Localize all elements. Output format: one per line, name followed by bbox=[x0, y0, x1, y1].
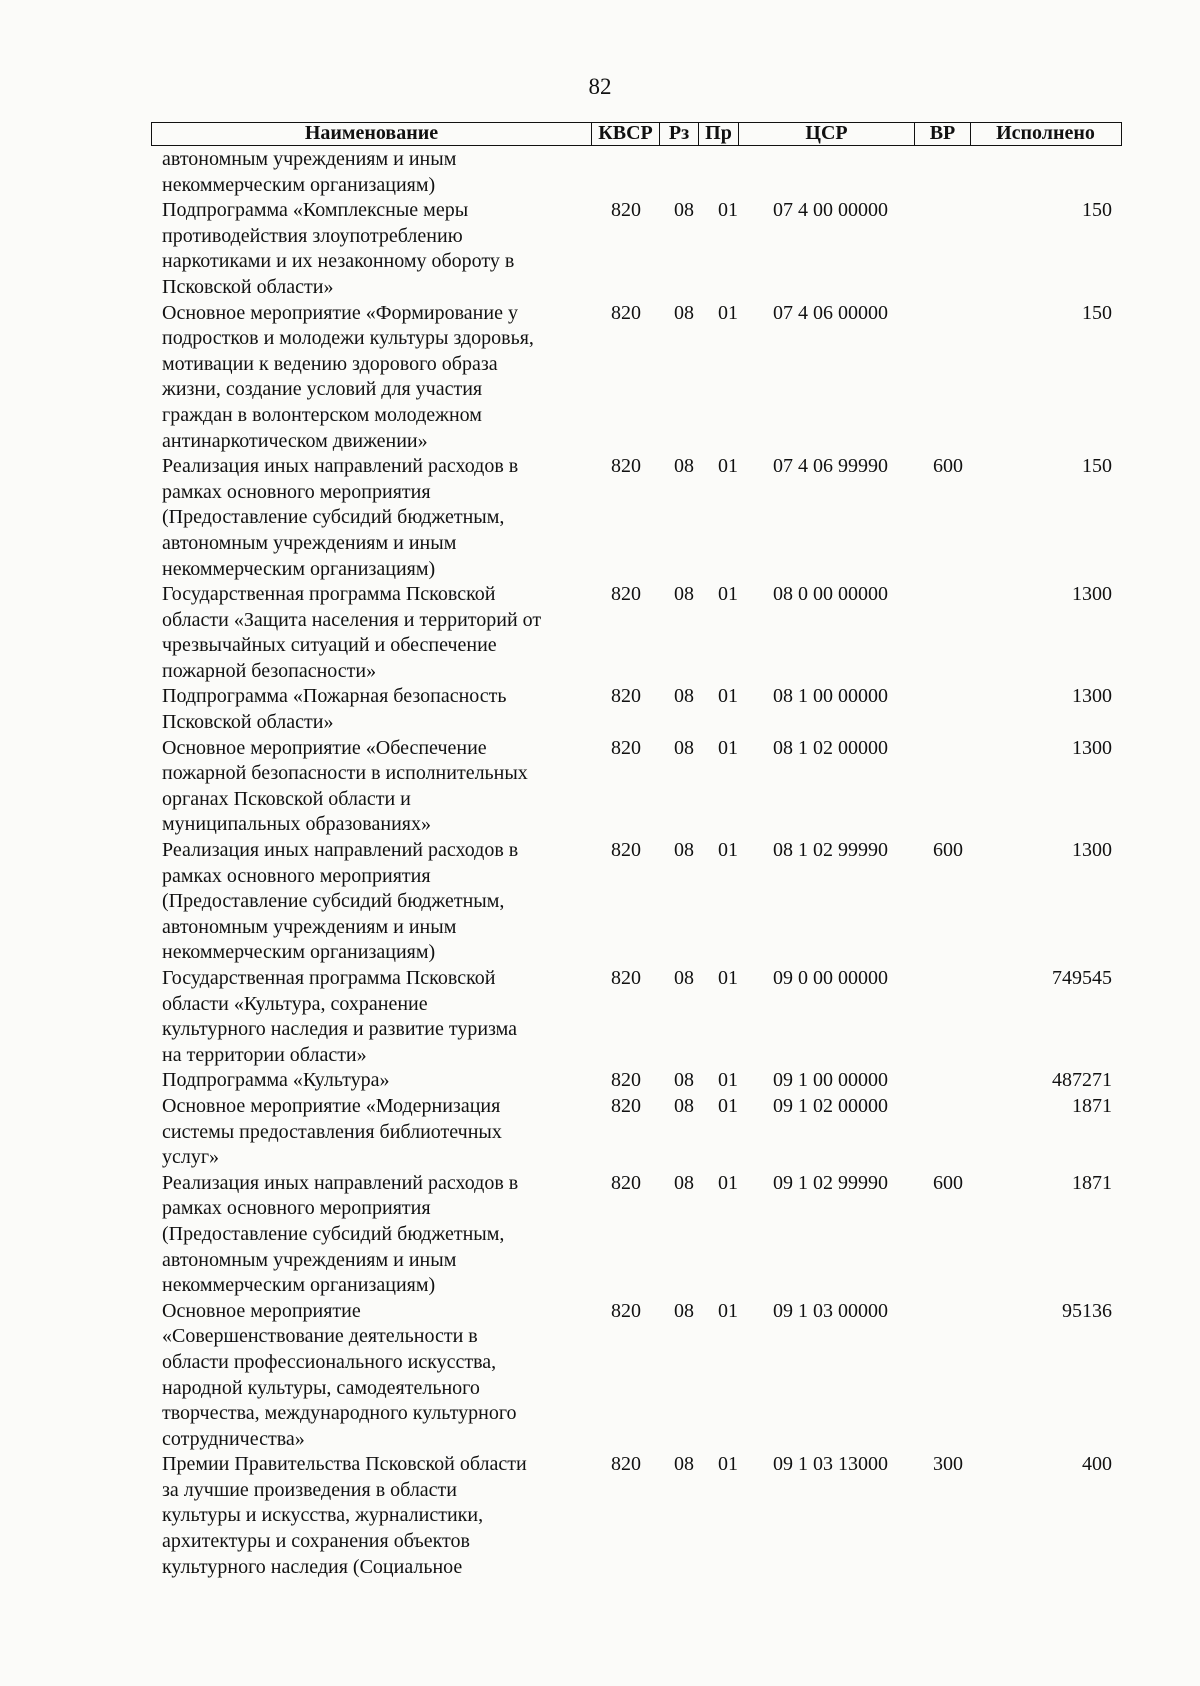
header-csr: ЦСР bbox=[739, 123, 915, 145]
row-rz: 08 bbox=[674, 455, 694, 478]
row-rz: 08 bbox=[674, 199, 694, 222]
row-pr: 01 bbox=[718, 455, 738, 478]
row-sum: 1300 bbox=[1072, 685, 1112, 708]
row-csr: 08 1 00 00000 bbox=[773, 685, 888, 708]
header-kvsr: КВСР bbox=[592, 123, 660, 145]
row-csr: 09 0 00 00000 bbox=[773, 967, 888, 989]
row-csr: 08 0 00 00000 bbox=[773, 583, 888, 606]
row-kvsr: 820 bbox=[611, 1069, 641, 1092]
row-rz: 08 bbox=[674, 839, 694, 862]
row-csr: 07 4 06 00000 bbox=[773, 301, 888, 324]
row-csr: 09 1 03 00000 bbox=[773, 1299, 888, 1322]
row-csr: 09 1 00 00000 bbox=[773, 1069, 888, 1092]
row-name: Подпрограмма «Культура» bbox=[162, 1069, 390, 1092]
row-csr: 09 1 02 99990 bbox=[773, 1171, 888, 1194]
table-body bbox=[0, 147, 1200, 1580]
row-name: Основное мероприятие «Совершенствование деятельности в области профессионального искусства, народной культуры, самодеятельного творчества, международного культурного сотрудничества» bbox=[162, 1299, 517, 1450]
row-sum: 95136 bbox=[1062, 1299, 1112, 1322]
row-name: Подпрограмма «Пожарная безопасность Псковской области» bbox=[162, 685, 507, 734]
row-pr: 01 bbox=[718, 839, 738, 862]
table-row bbox=[0, 1094, 1200, 1171]
row-kvsr: 820 bbox=[611, 685, 641, 708]
row-csr: 07 4 06 99990 bbox=[773, 455, 888, 478]
row-pr: 01 bbox=[718, 583, 738, 606]
table-row bbox=[0, 582, 1200, 684]
row-name: автономным учреждениям и иным некоммерческим организациям) bbox=[162, 148, 457, 196]
header-name: Наименование bbox=[152, 123, 592, 145]
row-kvsr: 820 bbox=[611, 301, 641, 324]
table-row bbox=[0, 966, 1200, 1068]
row-name: Основное мероприятие «Модернизация системы предоставления библиотечных услуг» bbox=[162, 1094, 502, 1169]
row-pr: 01 bbox=[718, 736, 738, 759]
row-pr: 01 bbox=[718, 1453, 738, 1476]
header-rz: Рз bbox=[660, 123, 699, 145]
row-name: Реализация иных направлений расходов в рамках основного мероприятия (Предоставление субсидий бюджетным, автономным учреждениям и иным некоммерческим организациям) bbox=[162, 1171, 519, 1297]
table-row bbox=[0, 838, 1200, 966]
row-sum: 150 bbox=[1082, 455, 1112, 478]
row-csr: 07 4 00 00000 bbox=[773, 199, 888, 222]
table-row bbox=[0, 1299, 1200, 1453]
row-sum: 400 bbox=[1082, 1453, 1112, 1476]
row-csr: 08 1 02 00000 bbox=[773, 736, 888, 759]
table-row bbox=[0, 454, 1200, 582]
row-kvsr: 820 bbox=[611, 839, 641, 862]
table-row bbox=[0, 736, 1200, 838]
row-kvsr: 820 bbox=[611, 1094, 641, 1117]
row-rz: 08 bbox=[674, 685, 694, 708]
row-pr: 01 bbox=[718, 301, 738, 324]
header-sum: Исполнено bbox=[996, 122, 1095, 144]
row-rz: 08 bbox=[674, 583, 694, 606]
row-kvsr: 820 bbox=[611, 1299, 641, 1322]
page-number: 82 bbox=[588, 74, 612, 99]
row-csr: 09 1 03 13000 bbox=[773, 1453, 888, 1476]
table-row bbox=[0, 1452, 1200, 1580]
row-sum: 1871 bbox=[1072, 1171, 1112, 1194]
row-sum: 749545 bbox=[1052, 967, 1112, 989]
row-pr: 01 bbox=[718, 685, 738, 708]
row-rz: 08 bbox=[674, 1171, 694, 1194]
table-row bbox=[0, 684, 1200, 735]
header-vr: ВР bbox=[915, 123, 971, 145]
row-kvsr: 820 bbox=[611, 583, 641, 606]
row-name: Государственная программа Псковской области «Защита населения и территорий от чрезвычайных ситуаций и обеспечение пожарной безопасности» bbox=[162, 583, 542, 682]
row-rz: 08 bbox=[674, 1299, 694, 1322]
row-kvsr: 820 bbox=[611, 736, 641, 759]
row-sum: 150 bbox=[1082, 199, 1112, 222]
row-pr: 01 bbox=[718, 199, 738, 222]
row-name: Премии Правительства Псковской области за лучшие произведения в области культуры и искусства, журналистики, архитектуры и сохранения объектов культурного наследия (Социальное bbox=[162, 1453, 527, 1578]
table-row bbox=[0, 147, 1200, 198]
row-pr: 01 bbox=[718, 1094, 738, 1117]
row-kvsr: 820 bbox=[611, 455, 641, 478]
row-name: Основное мероприятие «Обеспечение пожарной безопасности в исполнительных органах Псковской области и муниципальных образованиях» bbox=[162, 736, 528, 836]
row-vr: 600 bbox=[933, 839, 963, 862]
row-pr: 01 bbox=[718, 967, 738, 989]
row-sum: 487271 bbox=[1052, 1069, 1112, 1092]
row-pr: 01 bbox=[718, 1299, 738, 1322]
row-rz: 08 bbox=[674, 1094, 694, 1117]
row-sum: 1300 bbox=[1072, 736, 1112, 759]
row-vr: 600 bbox=[933, 1171, 963, 1194]
row-pr: 01 bbox=[718, 1171, 738, 1194]
row-kvsr: 820 bbox=[611, 1453, 641, 1476]
row-sum: 150 bbox=[1082, 301, 1112, 324]
row-name: Реализация иных направлений расходов в рамках основного мероприятия (Предоставление субсидий бюджетным, автономным учреждениям и иным некоммерческим организациям) bbox=[162, 839, 519, 964]
row-kvsr: 820 bbox=[611, 199, 641, 222]
row-rz: 08 bbox=[674, 301, 694, 324]
table-row bbox=[0, 301, 1200, 455]
row-name: Подпрограмма «Комплексные меры противодействия злоупотреблению наркотиками и их незаконному обороту в Псковской области» bbox=[162, 199, 515, 298]
table-row bbox=[0, 1068, 1200, 1094]
row-name: Реализация иных направлений расходов в рамках основного мероприятия (Предоставление субсидий бюджетным, автономным учреждениям и иным некоммерческим организациям) bbox=[162, 455, 519, 580]
row-sum: 1300 bbox=[1072, 583, 1112, 606]
row-rz: 08 bbox=[674, 1069, 694, 1092]
table-row bbox=[0, 1171, 1200, 1299]
row-name: Государственная программа Псковской области «Культура, сохранение культурного наследия и развитие туризма на территории области» bbox=[162, 967, 518, 1066]
row-sum: 1300 bbox=[1072, 839, 1112, 862]
row-csr: 09 1 02 00000 bbox=[773, 1094, 888, 1117]
row-vr: 300 bbox=[933, 1453, 963, 1476]
table-row bbox=[0, 198, 1200, 300]
row-sum: 1871 bbox=[1072, 1094, 1112, 1117]
row-rz: 08 bbox=[674, 736, 694, 759]
row-name: Основное мероприятие «Формирование у подростков и молодежи культуры здоровья, мотивации к ведению здорового образа жизни, создание условий для участия граждан в волонтерском молодежном антинаркотическом движении» bbox=[162, 301, 534, 452]
row-csr: 08 1 02 99990 bbox=[773, 839, 888, 862]
row-kvsr: 820 bbox=[611, 1171, 641, 1194]
row-rz: 08 bbox=[674, 967, 694, 989]
row-rz: 08 bbox=[674, 1453, 694, 1476]
header-pr: Пр bbox=[699, 123, 739, 145]
row-pr: 01 bbox=[718, 1069, 738, 1092]
row-kvsr: 820 bbox=[611, 967, 641, 989]
table-header bbox=[151, 122, 1122, 146]
row-vr: 600 bbox=[933, 455, 963, 478]
